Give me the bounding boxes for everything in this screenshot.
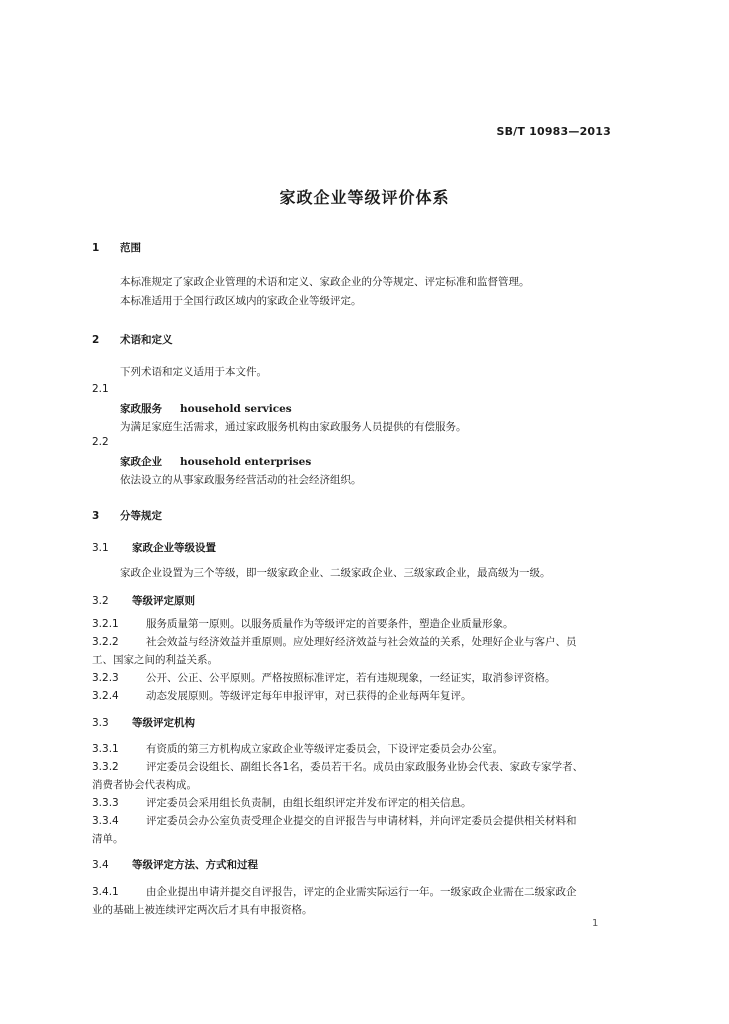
clause-3-4-1-continued: 业的基础上被连续评定两次后才具有申报资格。 — [92, 904, 313, 916]
document-code: SB/T 10983—2013 — [496, 125, 611, 138]
clause-3-2-4: 3.2.4 动态发展原则。等级评定每年申报评审，对已获得的企业每两年复评。 — [92, 690, 472, 702]
section-2-heading: 2 术语和定义 — [92, 334, 173, 346]
clause-3-3-3: 3.3.3 评定委员会采用组长负责制，由组长组织评定并发布评定的相关信息。 — [92, 797, 472, 809]
term-2-2-name: 家政企业 household enterprises — [120, 456, 312, 468]
clause-3-2-1: 3.2.1 服务质量第一原则。以服务质量作为等级评定的首要条件，塑造企业质量形象。 — [92, 618, 514, 630]
section-1-para-2: 本标准适用于全国行政区域内的家政企业等级评定。 — [120, 295, 362, 307]
term-2-2-number: 2.2 — [92, 436, 109, 448]
clause-3-3-4: 3.3.4 评定委员会办公室负责受理企业提交的自评报告与申请材料，并向评定委员会提供相关材料和 — [92, 815, 577, 827]
page-number: 1 — [592, 918, 599, 929]
clause-3-2-2-continued: 工、国家之间的利益关系。 — [92, 654, 218, 666]
clause-3-3-4-continued: 清单。 — [92, 833, 124, 845]
term-2-1-definition: 为满足家庭生活需求，通过家政服务机构由家政服务人员提供的有偿服务。 — [120, 421, 467, 433]
section-1-heading: 1 范围 — [92, 242, 141, 254]
clause-3-3-2: 3.3.2 评定委员会设组长、副组长各1名，委员若干名。成员由家政服务业协会代表、家政专家学者、 — [92, 761, 584, 773]
clause-3-3-1: 3.3.1 有资质的第三方机构成立家政企业等级评定委员会，下设评定委员会办公室。 — [92, 743, 503, 755]
section-3-1-para: 家政企业设置为三个等级，即一级家政企业、二级家政企业、三级家政企业，最高级为一级。 — [120, 567, 551, 579]
term-2-2-definition: 依法设立的从事家政服务经营活动的社会经济组织。 — [120, 474, 362, 486]
section-3-1-heading: 3.1 家政企业等级设置 — [92, 542, 216, 554]
section-3-4-heading: 3.4 等级评定方法、方式和过程 — [92, 859, 258, 871]
term-2-1-number: 2.1 — [92, 383, 109, 395]
section-3-3-heading: 3.3 等级评定机构 — [92, 717, 195, 729]
clause-3-2-3: 3.2.3 公开、公正、公平原则。严格按照标准评定，若有违规现象，一经证实，取消参评资格。 — [92, 672, 556, 684]
section-2-intro: 下列术语和定义适用于本文件。 — [120, 366, 267, 378]
section-3-2-heading: 3.2 等级评定原则 — [92, 595, 195, 607]
section-3-heading: 3 分等规定 — [92, 510, 162, 522]
clause-3-3-2-continued: 消费者协会代表构成。 — [92, 779, 197, 791]
term-2-1-name: 家政服务 household services — [120, 403, 292, 415]
clause-3-4-1: 3.4.1 由企业提出申请并提交自评报告，评定的企业需实际运行一年。一级家政企业需在二级家政企 — [92, 886, 577, 898]
document-title: 家政企业等级评价体系 — [279, 188, 450, 207]
clause-3-2-2: 3.2.2 社会效益与经济效益并重原则。应处理好经济效益与社会效益的关系，处理好企业与客户、员 — [92, 636, 577, 648]
section-1-para-1: 本标准规定了家政企业管理的术语和定义、家政企业的分等规定、评定标准和监督管理。 — [120, 276, 530, 288]
